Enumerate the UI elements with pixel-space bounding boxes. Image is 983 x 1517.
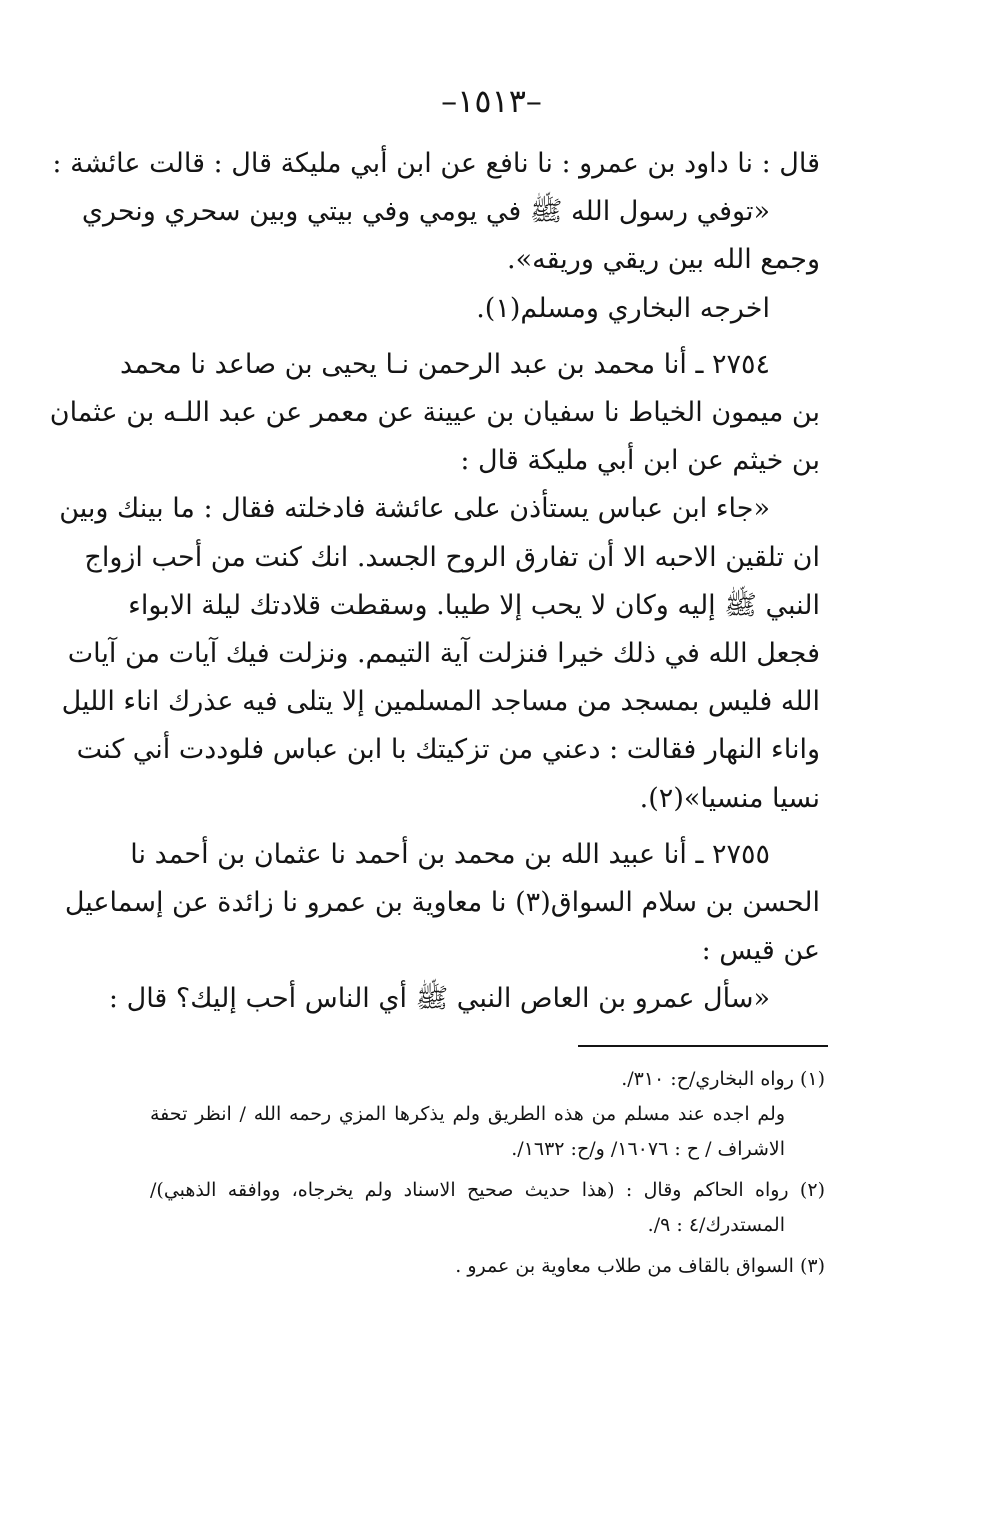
paragraph-gap <box>160 823 820 831</box>
text-line: ٢٧٥٥ ـ أنا عبيد الله بن محمد بن أحمد نا عثمان بن أحمد نا <box>130 838 770 870</box>
text-line: وجمع الله بين ريقي وريقه». <box>507 244 820 276</box>
text-line: «توفي رسول الله ﷺ في يومي وفي بيتي وبين سحري ونحري <box>81 196 770 228</box>
text-line: بن خيثم عن ابن أبي مليكة قال : <box>460 445 820 477</box>
footnote-line: ولم اجده عند مسلم من هذه الطريق ولم يذكرها المزي رحمه الله / انظر تحفة <box>150 1103 785 1125</box>
text-line: النبي ﷺ إليه وكان لا يحب إلا طيبا. وسقطت قلادتك ليلة الابواء <box>128 589 820 621</box>
footnote-line: الاشراف / ح : ١٦٠٧٦/ و/ح: ١٦٣٢/. <box>511 1138 785 1160</box>
text-line: اخرجه البخاري ومسلم(١). <box>476 292 770 324</box>
text-line: ٢٧٥٤ ـ أنا محمد بن عبد الرحمن نـا يحيى بن صاعد نا محمد <box>120 348 770 380</box>
text-line: «سأل عمرو بن العاص النبي ﷺ أي الناس أحب إليك؟ قال : <box>108 983 770 1015</box>
text-line: عن قيس : <box>701 935 820 967</box>
text-line: قال : نا داود بن عمرو : نا نافع عن ابن أبي مليكة قال : قالت عائشة : <box>52 148 820 179</box>
text-line: نسيا منسيا»(٢). <box>639 782 820 814</box>
footnote-line: المستدرك/٤ : ٩/. <box>647 1214 785 1236</box>
text-line: ان تلقين الاحبه الا أن تفارق الروح الجسد. انك كنت من أحب ازواج <box>84 541 820 573</box>
text-line: واناء النهار فقالت : دعني من تزكيتك با ابن عباس فلوددت أني كنت <box>76 734 820 766</box>
footnotes <box>150 1062 825 1284</box>
text-line: الله فليس بمسجد من مساجد المسلمين إلا يتلى فيه عذرك اناء الليل <box>61 686 820 718</box>
text-line: فجعل الله في ذلك خيرا فنزلت آية التيمم. ونزلت فيك آيات من آيات <box>67 638 820 670</box>
footnote-line: (٣) السواق بالقاف من طلاب معاوية بن عمرو . <box>455 1255 825 1277</box>
footnote-line: (٢) رواه الحاكم وقال : (هذا حديث صحيح الاسناد ولم يخرجاه، ووافقه الذهبي)/ <box>150 1179 825 1201</box>
text-line: الحسن بن سلام السواق(٣) نا معاوية بن عمرو نا زائدة عن إسماعيل <box>64 887 820 919</box>
footnote-line: (١) رواه البخاري/ح: ٣١٠/. <box>621 1068 825 1090</box>
paragraph-gap <box>160 333 820 341</box>
main-text <box>49 140 820 1024</box>
text-line: «جاء ابن عباس يستأذن على عائشة فادخلته فقال : ما بينك وبين <box>59 493 770 525</box>
text-line: بن ميمون الخياط نا سفيان بن عيينة عن معمر عن عبد اللـه بن عثمان <box>49 397 820 429</box>
page-number: –١٥١٣– <box>441 82 542 120</box>
footnote-divider <box>578 1045 828 1047</box>
